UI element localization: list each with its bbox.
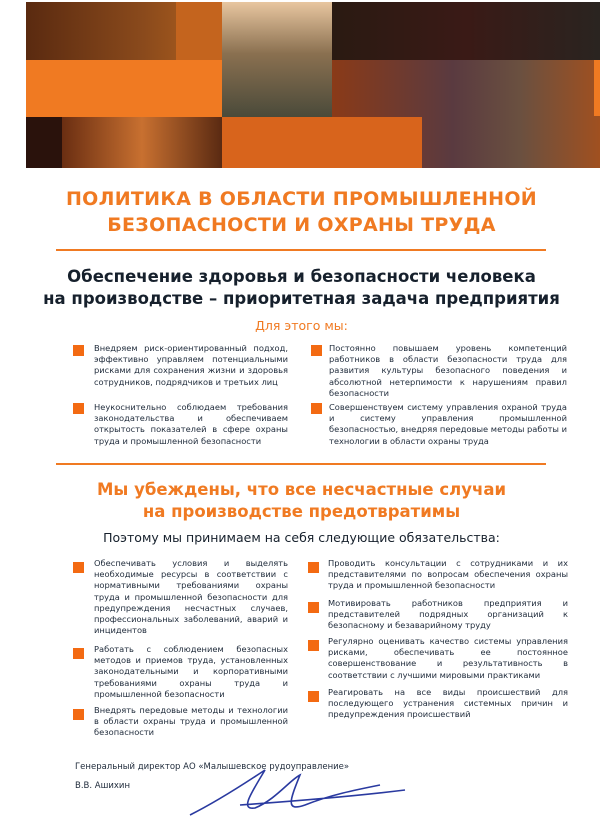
subtitle-line: Обеспечение здоровья и безопасности человека <box>67 267 536 286</box>
list-item: Работать с соблюдением безопасных методов и приемов труда, установленных законодательными и корпоративными требованиями охраны труда и промышленной безопасности <box>94 644 288 699</box>
dark-block <box>26 117 62 168</box>
document-title <box>0 186 603 238</box>
subtitle-line: на производстве – приоритетная задача предприятия <box>43 289 560 308</box>
header-photo-collage <box>26 2 600 168</box>
bullet-icon <box>73 648 84 659</box>
bullet-icon <box>73 562 84 573</box>
bullet-icon <box>308 640 319 651</box>
list-item: Внедряем риск-ориентированный подход, эффективно управляем потенциальными рисками для сохранения жизни и здоровья сотрудников, подрядчиков и третьих лиц <box>94 343 288 387</box>
orange-block <box>26 60 222 117</box>
handwritten-signature <box>180 760 420 830</box>
list-item: Регулярно оценивать качество системы управления рисками, обеспечивать ее постоянное совершенствование и результативность в соответствии с лучшими мировыми практиками <box>328 636 568 680</box>
divider <box>56 463 546 465</box>
bullet-icon <box>73 709 84 720</box>
bullet-icon <box>308 602 319 613</box>
belief-line: Мы убеждены, что все несчастные случаи <box>96 480 507 499</box>
list-item: Обеспечивать условия и выделять необходимые ресурсы в соответствии с нормативными требованиями охраны труда и промышленной безопасности для предупреждения несчастных случаев, профессиональных заболеваний, аварий и инцидентов <box>94 558 288 636</box>
subtitle <box>0 266 603 310</box>
list-item: Внедрять передовые методы и технологии в области охраны труда и промышленной безопасности <box>94 705 288 738</box>
photo-excavator <box>222 2 332 117</box>
list-item: Мотивировать работников предприятия и представителей подрядных организаций к безопасному и безаварийному труду <box>328 598 568 631</box>
bullet-icon <box>73 403 84 414</box>
list-item: Неукоснительно соблюдаем требования законодательства и обеспечиваем открытость показателей в сфере охраны труда и промышленной безопасности <box>94 402 288 446</box>
commitments-lead: Поэтому мы принимаем на себя следующие обязательства: <box>103 530 500 545</box>
belief-heading <box>0 479 603 523</box>
list-item: Реагировать на все виды происшествий для последующего устранения системных причин и предупреждения происшествий <box>328 687 568 720</box>
bullet-icon <box>308 691 319 702</box>
signatory-position: Генеральный директор АО «Малышевское рудоуправление» <box>75 762 350 772</box>
photo-foundry <box>62 117 222 168</box>
bullet-icon <box>73 345 84 356</box>
photo-block <box>176 2 222 60</box>
belief-line: на производстве предотвратимы <box>142 502 461 521</box>
bullet-icon <box>311 345 322 356</box>
title-line: БЕЗОПАСНОСТИ И ОХРАНЫ ТРУДА <box>107 214 496 236</box>
list-item: Постоянно повышаем уровень компетенций работников в области безопасности труда для развития культуры безопасного поведения и абсолютной нетерпимости к нарушениям правил безопасности <box>329 343 567 398</box>
for-this-label: Для этого мы: <box>255 318 348 333</box>
orange-strip <box>594 60 600 116</box>
list-item: Совершенствуем систему управления охраной труда и систему управления промышленной безопасностью, внедряя передовые методы работы и технологии в области охраны труда <box>329 402 567 446</box>
bullet-icon <box>311 403 322 414</box>
photo-tunnel <box>332 2 600 60</box>
bullet-icon <box>308 562 319 573</box>
list-item: Проводить консультации с сотрудниками и их представителями по вопросам обеспечения охраны труда и промышленной безопасности <box>328 558 568 591</box>
photo-truck <box>222 117 422 168</box>
divider <box>56 249 546 251</box>
title-line: ПОЛИТИКА В ОБЛАСТИ ПРОМЫШЛЕННОЙ <box>65 188 538 210</box>
signatory-name: В.В. Ашихин <box>75 781 130 791</box>
